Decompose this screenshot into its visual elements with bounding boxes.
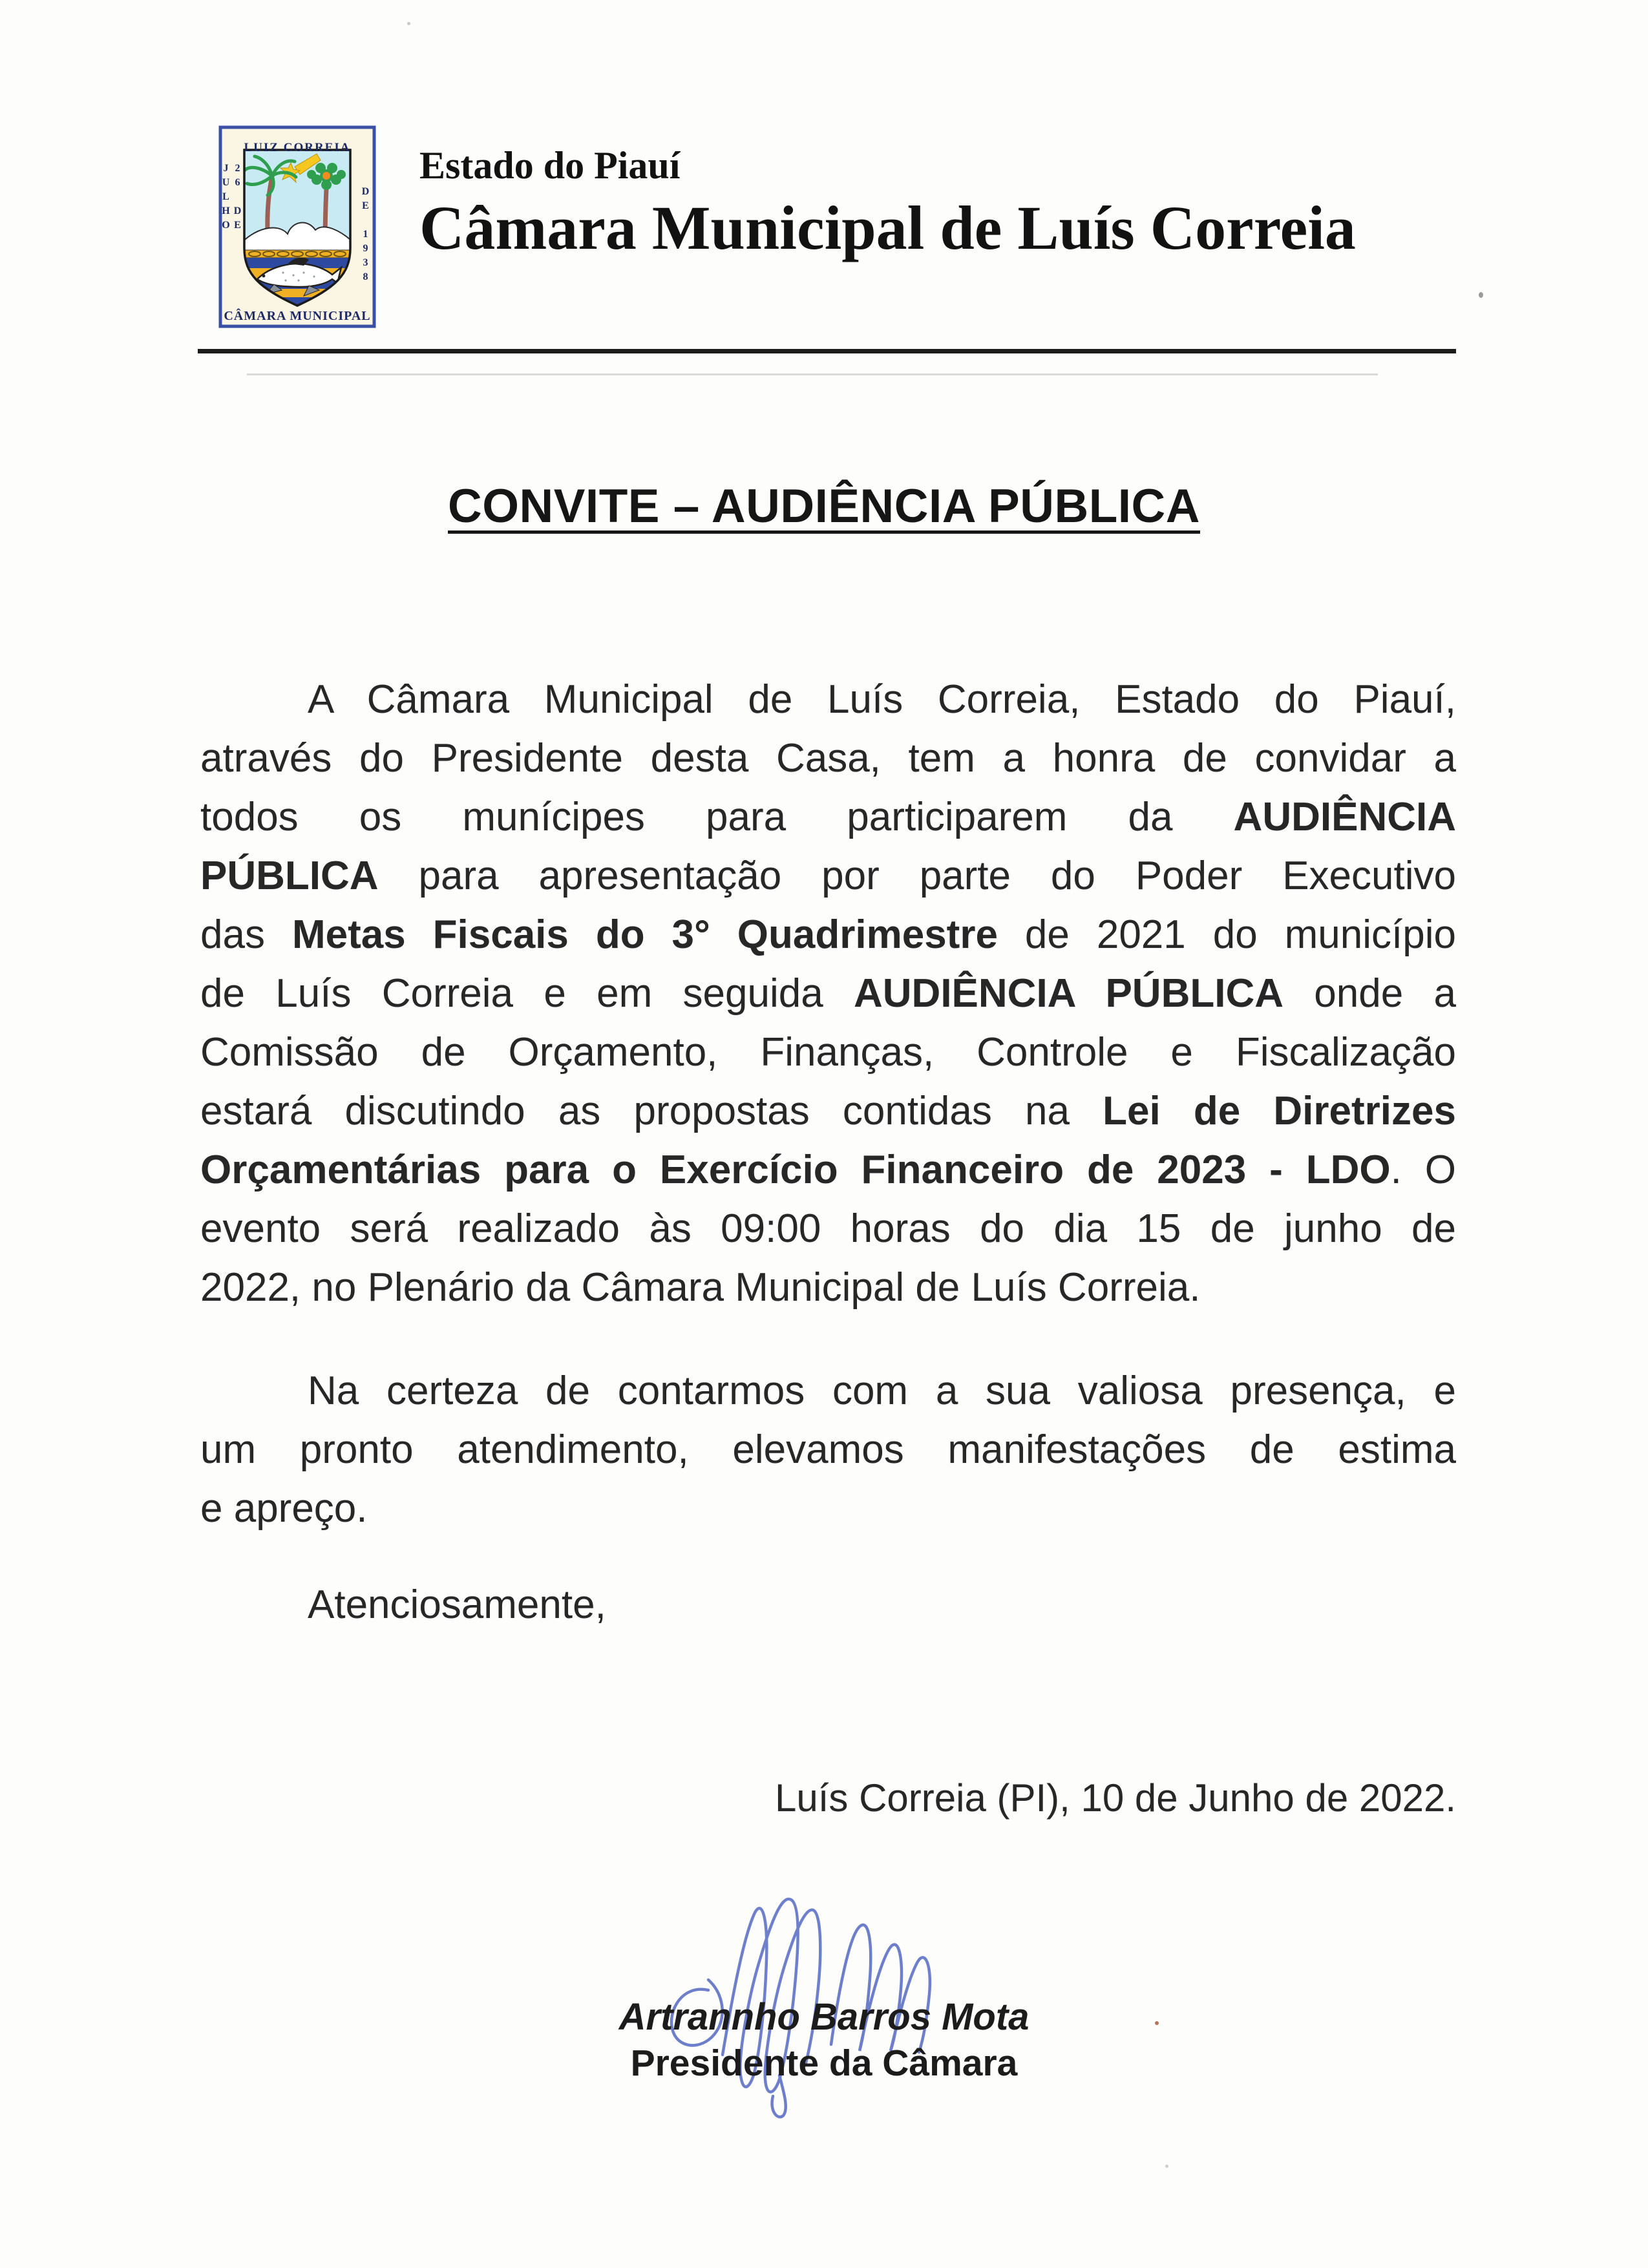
bold-text-run: Orçamentárias para o Exercício Financeiro de 2023 - LDO [200, 1148, 1391, 1192]
text-run: de 2021 do município [997, 912, 1456, 957]
text-run: um pronto atendimento, elevamos manifestações de estima [200, 1427, 1456, 1472]
text-line [200, 1479, 1456, 1538]
text-line [200, 1140, 1456, 1199]
text-run: e apreço. [200, 1486, 368, 1531]
signer-name: Artrannho Barros Mota [618, 1996, 1030, 2038]
body-paragraph-1 [200, 670, 1456, 1317]
bold-text-run: Metas Fiscais do 3° Quadrimestre [291, 912, 998, 957]
text-line [200, 670, 1456, 729]
document-title [0, 481, 1648, 545]
text-run: Comissão de Orçamento, Finanças, Controle e Fiscalização [200, 1030, 1456, 1075]
text-line [200, 1258, 1456, 1317]
text-run: das [200, 912, 292, 957]
place-and-date: Luís Correia (PI), 10 de Junho de 2022. [775, 1776, 1456, 1820]
scan-speck [407, 22, 410, 25]
text-line [200, 905, 1456, 964]
text-line [200, 1420, 1456, 1479]
letterhead-rule-shadow [247, 373, 1378, 375]
text-run: Na certeza de contarmos com a sua valiosa presença, e [308, 1369, 1456, 1413]
scan-speck [1155, 2021, 1159, 2025]
scan-speck [1165, 2165, 1168, 2168]
text-line [200, 1082, 1456, 1140]
body-paragraph-2 [200, 1361, 1456, 1538]
bold-text-run: AUDIÊNCIA [1233, 795, 1456, 839]
text-run: . O [1390, 1148, 1456, 1192]
text-run: 2022, no Plenário da Câmara Municipal de Luís Correia. [200, 1265, 1201, 1310]
text-line [200, 788, 1456, 846]
crest-town-name: LUIZ CORREIA [244, 141, 351, 154]
signer-role: Presidente da Câmara [630, 2042, 1018, 2084]
text-run: evento será realizado às 09:00 horas do dia 15 de junho de [200, 1206, 1456, 1251]
bold-text-run: AUDIÊNCIA PÚBLICA [854, 971, 1284, 1016]
closing-salutation: Atenciosamente, [308, 1582, 606, 1627]
bold-text-run: Lei de Diretrizes [1103, 1089, 1456, 1133]
bold-text-run: PÚBLICA [200, 854, 379, 898]
letterhead-state: Estado do Piauí [419, 144, 681, 187]
text-line [200, 964, 1456, 1023]
letterhead-rule [198, 349, 1456, 353]
text-run: onde a [1284, 971, 1456, 1016]
text-run: todos os munícipes para participarem da [200, 795, 1234, 839]
tree-center [322, 172, 330, 180]
text-line [200, 1361, 1456, 1420]
municipal-coat-of-arms [218, 125, 376, 328]
crest-date-left: 26 DE JULHO [220, 163, 243, 234]
text-run: A Câmara Municipal de Luís Correia, Estado do Piauí, [308, 677, 1456, 722]
text-run: através do Presidente desta Casa, tem a honra de convidar a [200, 736, 1456, 781]
crest-date-right: DE 1938 [360, 186, 371, 286]
document-title-text: CONVITE – AUDIÊNCIA PÚBLICA [448, 480, 1200, 532]
text-line [200, 1199, 1456, 1258]
text-line [200, 846, 1456, 905]
text-run: de Luís Correia e em seguida [200, 971, 854, 1016]
text-line [200, 729, 1456, 788]
scan-speck [1479, 292, 1483, 298]
text-line [200, 1023, 1456, 1082]
crest-chamber-label: CÂMARA MUNICIPAL [224, 309, 371, 323]
text-run: para apresentação por parte do Poder Executivo [378, 854, 1456, 898]
letterhead-institution: Câmara Municipal de Luís Correia [419, 193, 1356, 262]
text-run: estará discutindo as propostas contidas na [200, 1089, 1103, 1133]
